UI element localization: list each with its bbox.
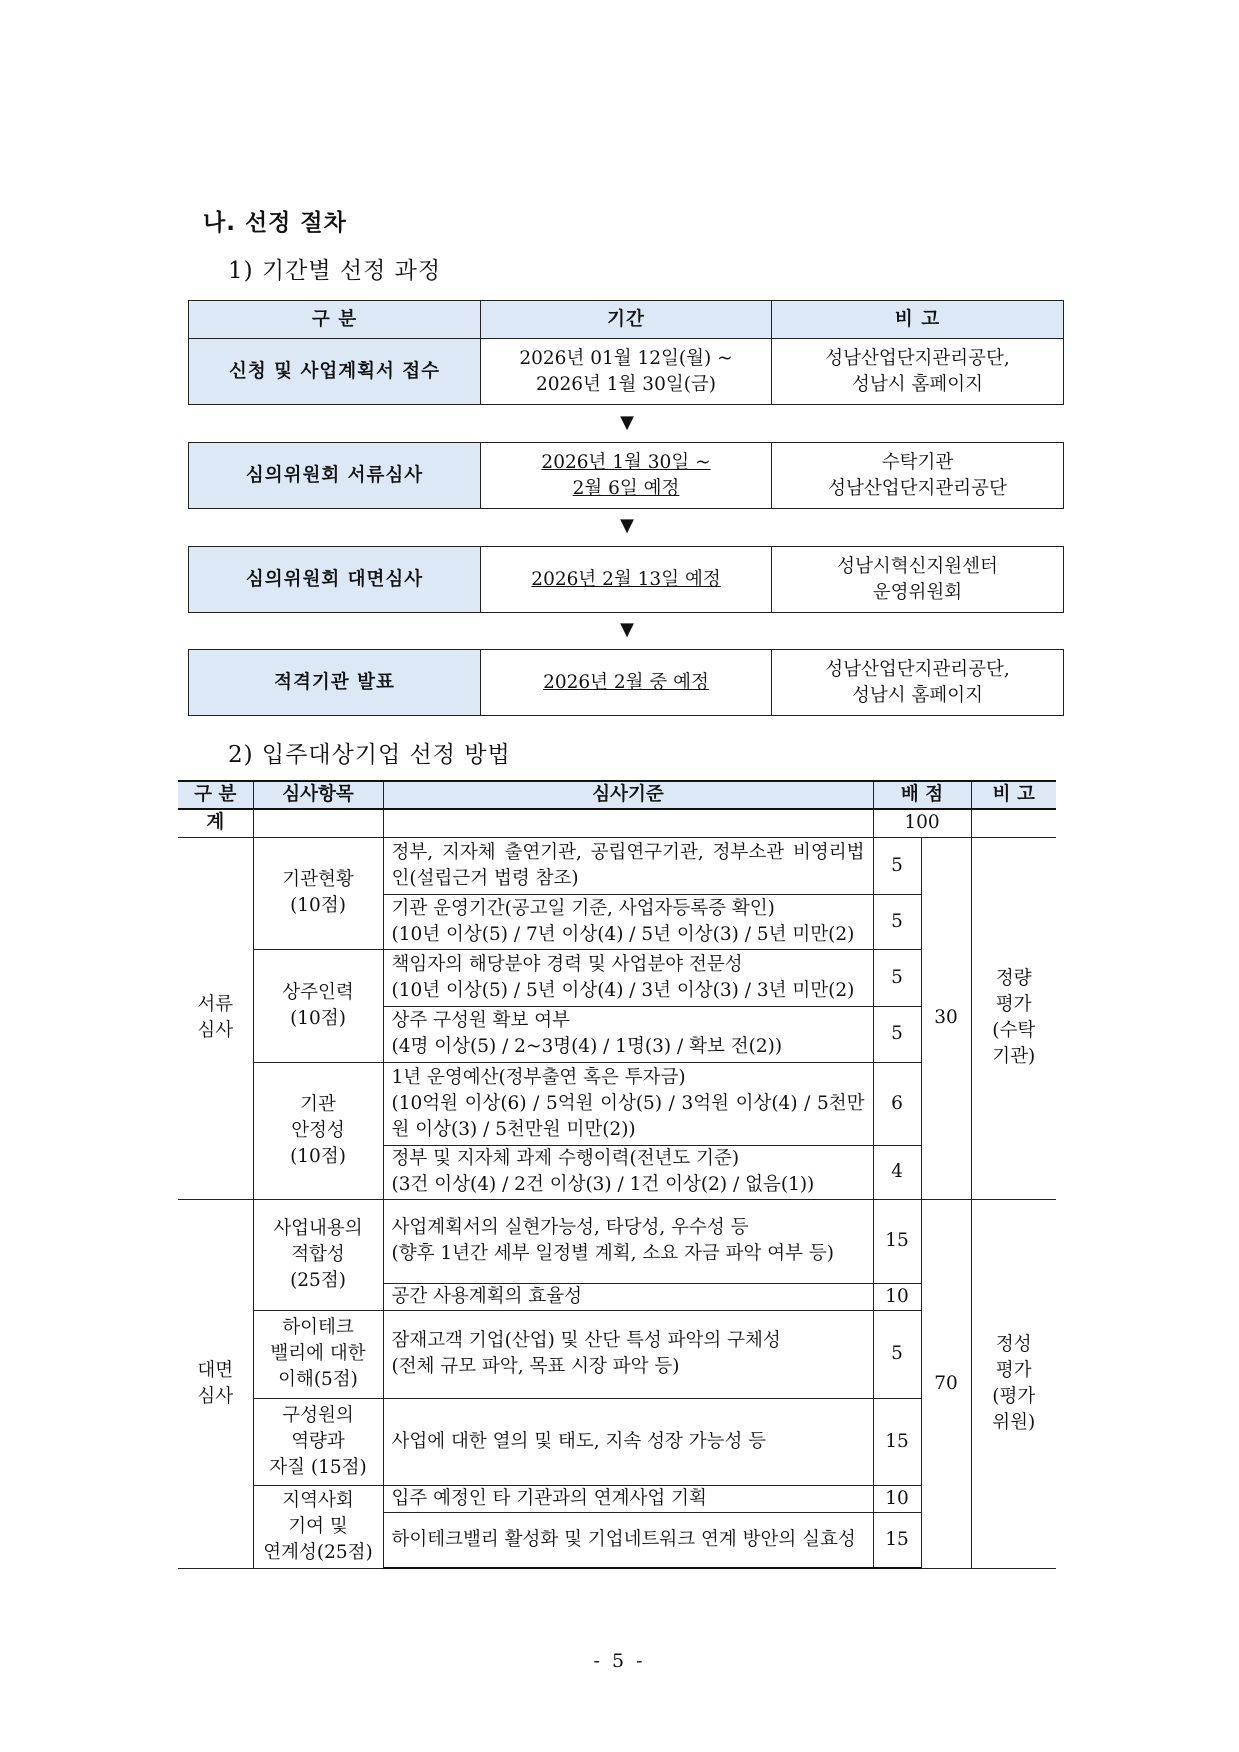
eval-item: 지역사회 기여 및 연계성(25점) xyxy=(253,1485,383,1568)
down-arrow-icon: ▼ xyxy=(620,515,634,536)
eval-criteria: 잠재고객 기업(산업) 및 산단 특성 파악의 구체성 (전체 규모 파악, 목표 시장 파악 등) xyxy=(383,1310,873,1398)
eval-header-item: 심사항목 xyxy=(253,781,383,809)
note-line: 수탁기관 xyxy=(881,451,954,473)
eval-item: 기관 안정성 (10점) xyxy=(253,1062,383,1199)
eval-score: 15 xyxy=(873,1199,921,1283)
eval-score: 5 xyxy=(873,894,921,949)
flow-header-note: 비 고 xyxy=(772,301,1064,339)
period-line: 2월 6일 예정 xyxy=(572,477,680,499)
eval-score: 15 xyxy=(873,1512,921,1568)
page-number: - 5 - xyxy=(593,1650,646,1672)
flow-step-name: 적격기관 발표 xyxy=(189,650,481,716)
subsection-title-schedule: 1) 기간별 선정 과정 xyxy=(228,258,442,284)
eval-item: 사업내용의 적합성 (25점) xyxy=(253,1199,383,1310)
eval-score: 15 xyxy=(873,1398,921,1485)
flow-table-step1 xyxy=(188,300,1064,405)
note-line: 성남시 홈페이지 xyxy=(852,684,983,706)
down-arrow-icon: ▼ xyxy=(620,412,634,433)
subsection-title-method: 2) 입주대상기업 선정 방법 xyxy=(228,742,511,768)
interview-subtotal: 70 xyxy=(921,1199,971,1568)
eval-item: 구성원의 역량과 자질 (15점) xyxy=(253,1398,383,1485)
category-doc-review: 서류 심사 xyxy=(178,837,253,1199)
eval-criteria: 정부, 지자체 출연기관, 공립연구기관, 정부소관 비영리법인(설립근거 법령 참조) xyxy=(383,837,873,894)
flow-table-step4 xyxy=(188,649,1064,716)
eval-item: 상주인력 (10점) xyxy=(253,949,383,1062)
empty-cell xyxy=(383,809,873,837)
note-line: 성남산업단지관리공단, xyxy=(825,658,1010,680)
evaluation-table xyxy=(178,780,1056,1569)
eval-criteria: 하이테크밸리 활성화 및 기업네트워크 연계 방안의 실효성 xyxy=(383,1512,873,1568)
flow-header-period: 기간 xyxy=(481,301,772,339)
eval-item: 기관현황 (10점) xyxy=(253,837,383,949)
period-line: 2026년 1월 30일 ~ xyxy=(541,451,711,473)
eval-score: 10 xyxy=(873,1283,921,1310)
section-title: 나. 선정 절차 xyxy=(203,210,347,236)
flow-step-note xyxy=(772,339,1064,405)
eval-criteria: 상주 구성원 확보 여부 (4명 이상(5) / 2~3명(4) / 1명(3) / 확보 전(2)) xyxy=(383,1006,873,1062)
period-line: 2026년 1월 30일(금) xyxy=(535,373,717,395)
eval-header-category: 구 분 xyxy=(178,781,253,809)
eval-criteria: 사업계획서의 실현가능성, 타당성, 우수성 등 (향후 1년간 세부 일정별 계획, 소요 자금 파악 여부 등) xyxy=(383,1199,873,1283)
total-score: 100 xyxy=(873,809,971,837)
flow-table-step2 xyxy=(188,442,1064,509)
eval-header-note: 비 고 xyxy=(971,781,1056,809)
doc-review-subtotal: 30 xyxy=(921,837,971,1199)
note-line: 운영위원회 xyxy=(872,581,963,603)
eval-score: 5 xyxy=(873,837,921,894)
eval-score: 4 xyxy=(873,1145,921,1199)
eval-criteria: 책임자의 해당분야 경력 및 사업분야 전문성 (10년 이상(5) / 5년 이상(4) / 3년 이상(3) / 3년 미만(2) xyxy=(383,949,873,1006)
flow-table-step3 xyxy=(188,546,1064,613)
note-line: 성남산업단지관리공단, xyxy=(825,347,1010,369)
empty-cell xyxy=(253,809,383,837)
down-arrow-icon: ▼ xyxy=(620,619,634,640)
flow-step-period xyxy=(481,547,772,613)
total-label: 계 xyxy=(178,809,253,837)
flow-header-category: 구 분 xyxy=(189,301,481,339)
interview-note: 정성 평가 (평가 위원) xyxy=(971,1199,1056,1568)
note-line: 성남산업단지관리공단 xyxy=(828,477,1007,499)
flow-step-note xyxy=(772,650,1064,716)
eval-score: 5 xyxy=(873,949,921,1006)
eval-criteria: 공간 사용계획의 효율성 xyxy=(383,1283,873,1310)
period-line: 2026년 2월 13일 예정 xyxy=(531,568,721,590)
period-line: 2026년 2월 중 예정 xyxy=(543,671,709,693)
eval-score: 6 xyxy=(873,1062,921,1145)
doc-review-note: 정량 평가 (수탁 기관) xyxy=(971,837,1056,1199)
eval-criteria: 입주 예정인 타 기관과의 연계사업 기획 xyxy=(383,1485,873,1512)
note-line: 성남시혁신지원센터 xyxy=(837,555,998,577)
category-interview-review: 대면 심사 xyxy=(178,1199,253,1568)
flow-step-period xyxy=(481,339,772,405)
period-line: 2026년 01월 12일(월) ~ xyxy=(519,347,733,369)
eval-criteria: 사업에 대한 열의 및 태도, 지속 성장 가능성 등 xyxy=(383,1398,873,1485)
flow-step-note xyxy=(772,443,1064,509)
flow-step-period xyxy=(481,650,772,716)
eval-score: 5 xyxy=(873,1006,921,1062)
flow-step-period xyxy=(481,443,772,509)
eval-item: 하이테크 밸리에 대한 이해(5점) xyxy=(253,1310,383,1398)
note-line: 성남시 홈페이지 xyxy=(852,373,983,395)
eval-score: 10 xyxy=(873,1485,921,1512)
eval-score: 5 xyxy=(873,1310,921,1398)
eval-criteria: 기관 운영기간(공고일 기준, 사업자등록증 확인) (10년 이상(5) / 7년 이상(4) / 5년 이상(3) / 5년 미만(2) xyxy=(383,894,873,949)
eval-criteria: 정부 및 지자체 과제 수행이력(전년도 기준) (3건 이상(4) / 2건 이상(3) / 1건 이상(2) / 없음(1)) xyxy=(383,1145,873,1199)
eval-criteria: 1년 운영예산(정부출연 혹은 투자금) (10억원 이상(6) / 5억원 이상(5) / 3억원 이상(4) / 5천만원 이상(3) / 5천만원 미만(2)) xyxy=(383,1062,873,1145)
flow-step-name: 심의위원회 대면심사 xyxy=(189,547,481,613)
flow-step-note xyxy=(772,547,1064,613)
eval-header-criteria: 심사기준 xyxy=(383,781,873,809)
empty-cell xyxy=(971,809,1056,837)
flow-step-name: 신청 및 사업계획서 접수 xyxy=(189,339,481,405)
eval-header-score: 배 점 xyxy=(873,781,971,809)
flow-step-name: 심의위원회 서류심사 xyxy=(189,443,481,509)
